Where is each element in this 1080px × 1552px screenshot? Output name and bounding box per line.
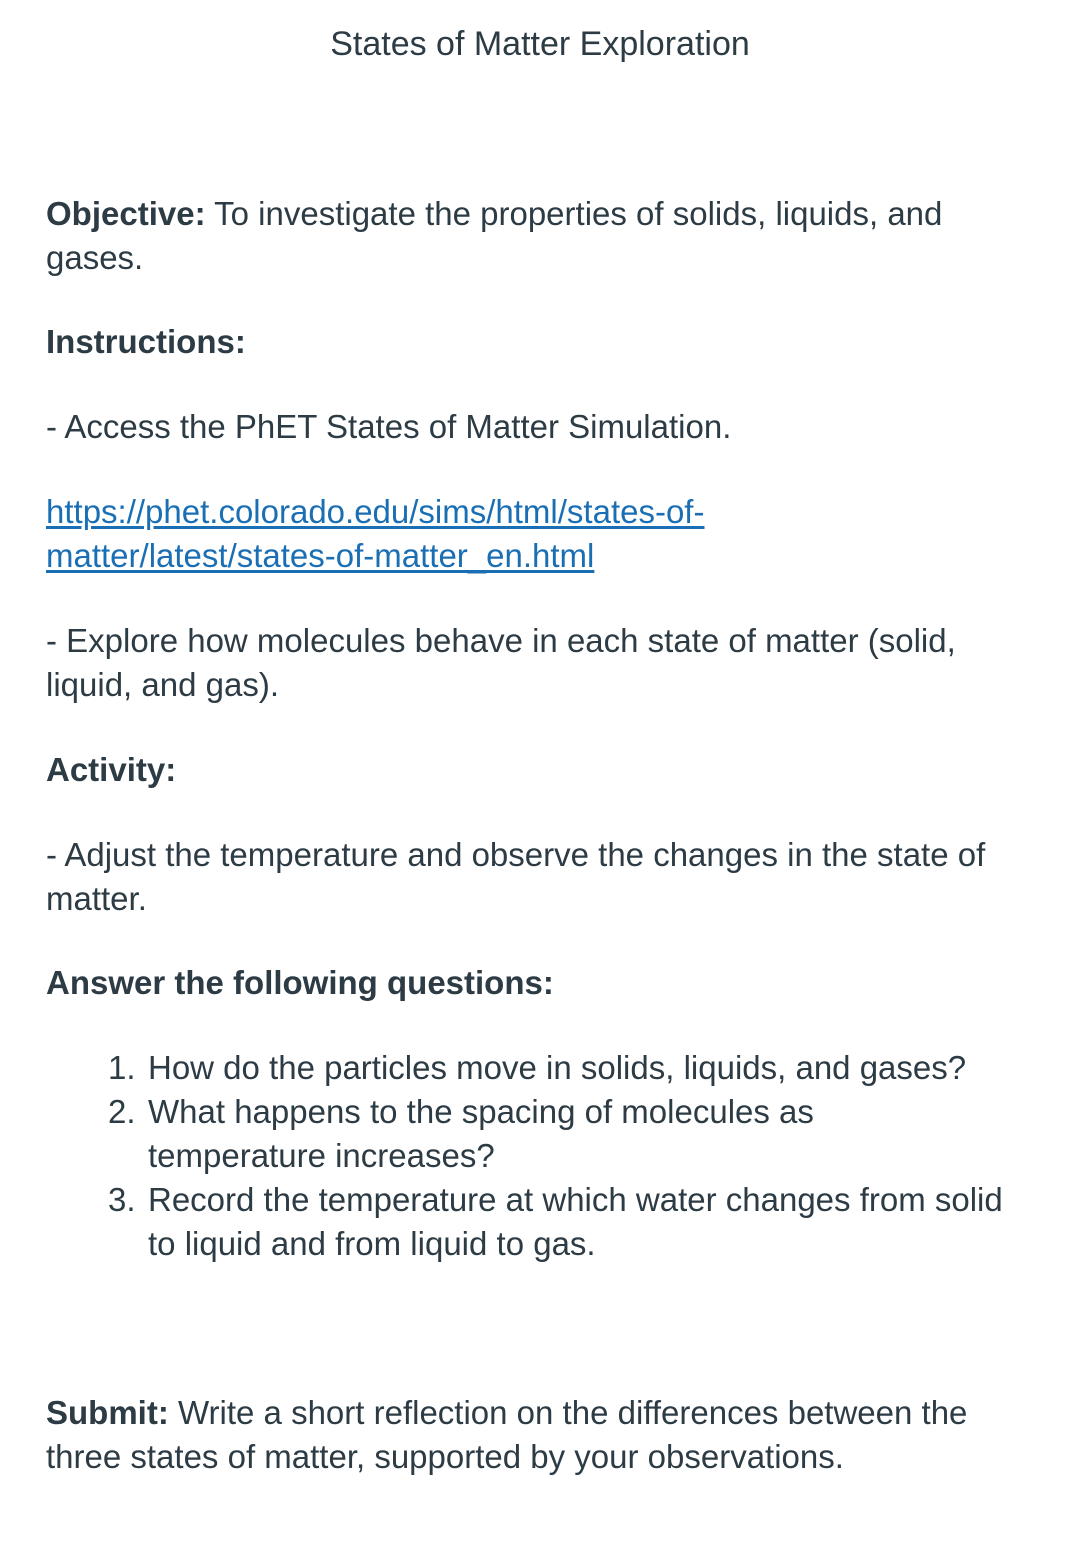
question-item [108, 1046, 1038, 1090]
question-number: 3. [108, 1181, 136, 1218]
question-list [108, 1046, 1038, 1266]
question-text: Record the temperature at which water changes from solid to liquid and from liquid to gas. [148, 1181, 1003, 1262]
question-item [108, 1178, 1038, 1266]
objective-paragraph [46, 192, 1046, 280]
objective-label: Objective: [46, 195, 206, 232]
questions-heading: Answer the following questions: [46, 964, 554, 1001]
page-title: States of Matter Exploration [330, 25, 750, 63]
instruction-step-2: - Explore how molecules behave in each state of matter (solid, liquid, and gas). [46, 622, 956, 703]
question-number: 2. [108, 1093, 136, 1130]
question-item [108, 1090, 908, 1178]
objective-text: To investigate the properties of solids, liquids, and gases. [46, 195, 943, 276]
question-text: How do the particles move in solids, liquids, and gases? [148, 1049, 967, 1086]
submit-paragraph [46, 1391, 1026, 1479]
question-number: 1. [108, 1049, 136, 1086]
instruction-step-1: - Access the PhET States of Matter Simulation. [46, 408, 732, 445]
link-line-2[interactable]: matter/latest/states-of-matter_en.html [46, 537, 595, 574]
instructions-heading: Instructions: [46, 323, 246, 360]
submit-text: Write a short reflection on the differences between the three states of matter, supported by your observations. [46, 1394, 968, 1475]
question-text: What happens to the spacing of molecules as temperature increases? [148, 1093, 814, 1174]
activity-heading: Activity: [46, 751, 177, 788]
activity-step-1: - Adjust the temperature and observe the changes in the state of matter. [46, 836, 986, 917]
link-line-1[interactable]: https://phet.colorado.edu/sims/html/states-of- [46, 493, 705, 530]
submit-label: Submit: [46, 1394, 169, 1431]
phet-simulation-link[interactable] [46, 490, 1046, 578]
